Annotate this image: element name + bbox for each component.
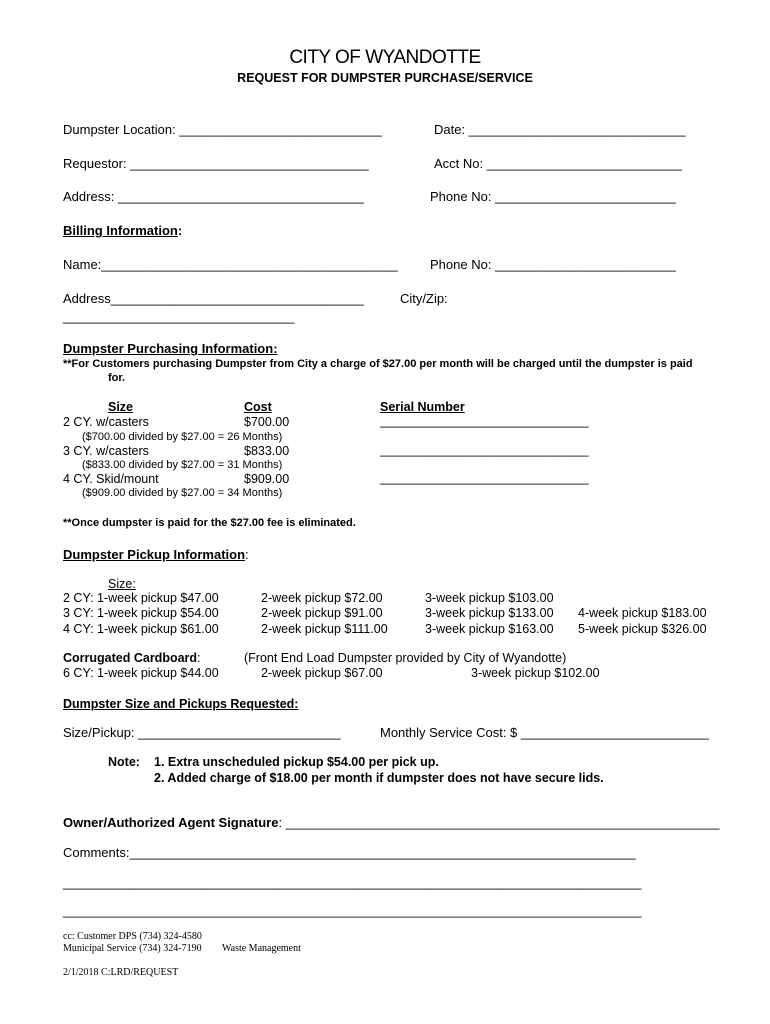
pickup-row-1-c3: 3-week pickup $103.00: [425, 591, 554, 605]
col-serial-header: Serial Number: [380, 400, 465, 414]
pickup-row-2-c2: 2-week pickup $91.00: [261, 606, 383, 620]
purchase-row-2-detail: ($833.00 divided by $27.00 = 31 Months): [82, 459, 283, 471]
note-label: Note:: [108, 755, 140, 769]
pickup-row-3-c3: 3-week pickup $163.00: [425, 622, 554, 636]
purchasing-heading: Dumpster Purchasing Information:: [63, 341, 278, 356]
page-subtitle: REQUEST FOR DUMPSTER PURCHASE/SERVICE: [237, 71, 533, 85]
footer-cc-2: Municipal Service (734) 324-7190: [63, 943, 202, 954]
cardboard-note: (Front End Load Dumpster provided by City of Wyandotte): [244, 651, 567, 665]
pickup-row-3-c2: 2-week pickup $111.00: [261, 622, 388, 636]
purchase-row-3-detail: ($909.00 divided by $27.00 = 34 Months): [82, 487, 283, 499]
cardboard-c2: 2-week pickup $67.00: [261, 666, 383, 680]
pickup-heading-text: Dumpster Pickup Information: [63, 547, 246, 562]
acct-no-field[interactable]: Acct No: ___________________________: [434, 156, 682, 171]
purchasing-note-cont: for.: [108, 372, 126, 384]
phone-no-field[interactable]: Phone No: _________________________: [430, 189, 676, 204]
comments-line-3[interactable]: ________________________________________________________________________________: [63, 903, 642, 918]
footer-date-ref: 2/1/2018 C:LRD/REQUEST: [63, 967, 179, 978]
pickup-heading: [63, 547, 249, 562]
pickup-row-1-c2: 2-week pickup $72.00: [261, 591, 383, 605]
signature-label: Owner/Authorized Agent Signature: [63, 815, 279, 830]
comments-line-2[interactable]: ________________________________________________________________________________: [63, 875, 642, 890]
billing-name-field[interactable]: Name:_________________________________________: [63, 257, 398, 272]
pickup-size-label: Size:: [108, 577, 136, 591]
purchase-row-2-cost: $833.00: [244, 444, 290, 458]
pickup-heading-colon: :: [245, 547, 249, 562]
signature-line: : ____________________________________________________________: [278, 815, 720, 830]
pickup-row-3-c1: 4 CY: 1-week pickup $61.00: [63, 622, 219, 636]
comments-field[interactable]: Comments:______________________________________________________________________: [63, 845, 636, 860]
cardboard-label-colon: :: [197, 651, 201, 665]
address-field[interactable]: Address: __________________________________: [63, 189, 364, 204]
once-paid-note: **Once dumpster is paid for the $27.00 fee is eliminated.: [63, 517, 356, 529]
purchasing-note: **For Customers purchasing Dumpster from City a charge of $27.00 per month will be charged until the dumpster is paid: [63, 358, 693, 370]
purchase-row-2-size: 3 CY. w/casters: [63, 444, 149, 458]
note-line-1: 1. Extra unscheduled pickup $54.00 per pick up.: [154, 755, 439, 769]
col-size-header: Size: [108, 400, 134, 414]
pickup-row-2-c1: 3 CY: 1-week pickup $54.00: [63, 606, 219, 620]
purchase-row-3-serial[interactable]: ______________________________: [380, 471, 589, 485]
billing-address-line2[interactable]: ________________________________: [63, 309, 295, 324]
monthly-cost-field[interactable]: Monthly Service Cost: $ __________________________: [380, 725, 709, 740]
footer-cc-1: cc: Customer DPS (734) 324-4580: [63, 931, 202, 942]
purchase-row-1-cost: $700.00: [244, 415, 290, 429]
pickup-row-3-c4: 5-week pickup $326.00: [578, 622, 707, 636]
purchase-row-3-cost: $909.00: [244, 472, 290, 486]
billing-address-field[interactable]: Address___________________________________: [63, 291, 364, 306]
billing-phone-field[interactable]: Phone No: _________________________: [430, 257, 676, 272]
signature-field[interactable]: [63, 815, 720, 830]
pickup-row-2-c3: 3-week pickup $133.00: [425, 606, 554, 620]
pickup-row-2-c4: 4-week pickup $183.00: [578, 606, 707, 620]
billing-city-zip-field[interactable]: City/Zip:: [400, 291, 448, 306]
page-title: CITY OF WYANDOTTE: [289, 47, 481, 68]
size-pickup-field[interactable]: Size/Pickup: ____________________________: [63, 725, 341, 740]
cardboard-label-text: Corrugated Cardboard: [63, 651, 198, 665]
dumpster-location-field[interactable]: Dumpster Location: ____________________________: [63, 122, 382, 137]
footer-waste: Waste Management: [222, 943, 301, 954]
cardboard-c1: 6 CY: 1-week pickup $44.00: [63, 666, 219, 680]
purchase-row-2-serial[interactable]: ______________________________: [380, 443, 589, 457]
pickup-row-1-c1: 2 CY: 1-week pickup $47.00: [63, 591, 219, 605]
date-field[interactable]: Date: ______________________________: [434, 122, 686, 137]
cardboard-c3: 3-week pickup $102.00: [471, 666, 600, 680]
requested-heading: Dumpster Size and Pickups Requested:: [63, 697, 299, 711]
col-cost-header: Cost: [244, 400, 272, 414]
purchase-row-3-size: 4 CY. Skid/mount: [63, 472, 159, 486]
billing-heading-text: Billing Information: [63, 223, 178, 238]
purchase-row-1-size: 2 CY. w/casters: [63, 415, 149, 429]
purchase-row-1-detail: ($700.00 divided by $27.00 = 26 Months): [82, 431, 283, 443]
purchase-row-1-serial[interactable]: ______________________________: [380, 414, 589, 428]
note-line-2: 2. Added charge of $18.00 per month if dumpster does not have secure lids.: [154, 771, 604, 785]
billing-heading: [63, 223, 182, 238]
requestor-field[interactable]: Requestor: _________________________________: [63, 156, 369, 171]
cardboard-label: [63, 651, 201, 665]
billing-heading-colon: :: [177, 223, 183, 238]
